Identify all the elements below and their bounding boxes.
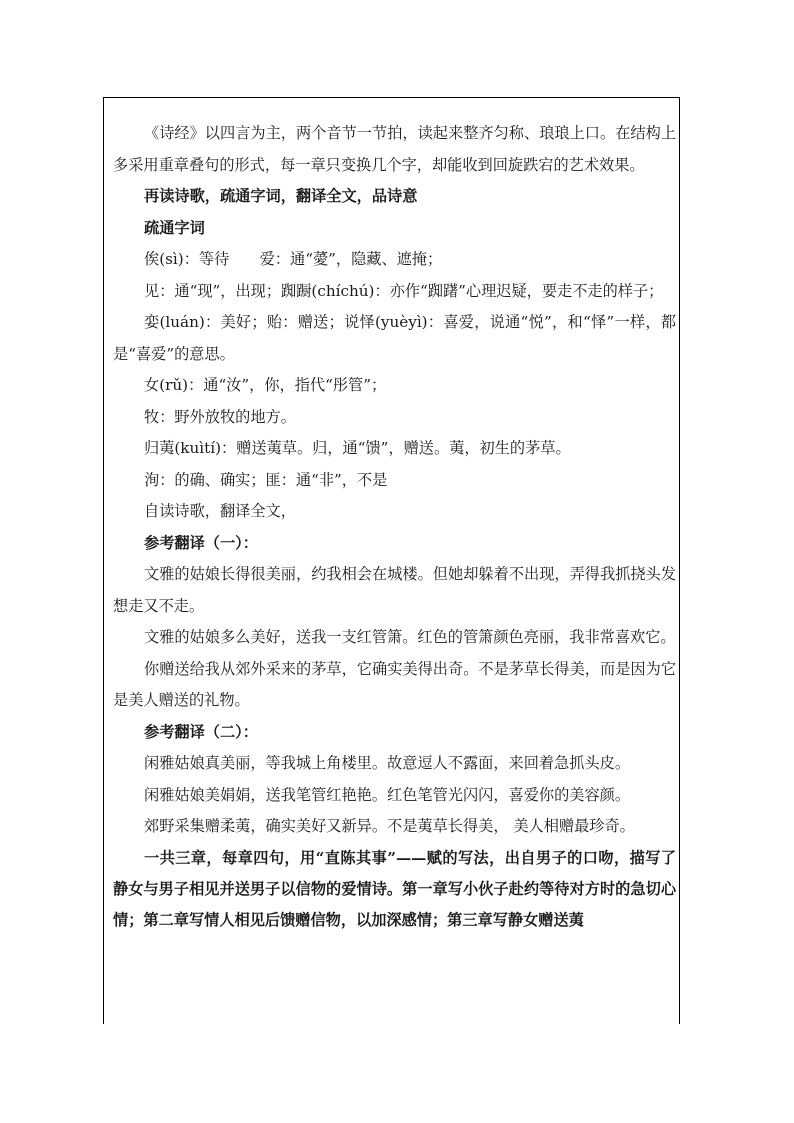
task-heading: 再读诗歌，疏通字词，翻译全文，品诗意 <box>144 187 418 205</box>
translation-1-stanza: 文雅的姑娘长得很美丽，约我相会在城楼。但她却躲着不出现，弄得我抓挠头发想走又不走。 <box>113 565 676 615</box>
intro-paragraph: 《诗经》以四言为主，两个音节一节拍，读起来整齐匀称、琅琅上口。在结构上多采用重章叠句的形式，每一章只变换几个字，却能收到回旋跌宕的艺术效果。 <box>113 124 676 174</box>
translation-2-stanza: 闲雅姑娘美娟娟，送我笔管红艳艳。红色笔管光闪闪，喜爱你的美容颜。 <box>144 785 630 804</box>
vocab-item: 俟(sì)：等待 爱：通“薆”，隐藏、遮掩； <box>144 250 443 268</box>
document-body <box>113 118 676 936</box>
vocab-item: 归荑(kuìtí)：赠送荑草。归，通“馈”，赠送。荑，初生的茅草。 <box>144 439 571 457</box>
summary-paragraph: 一共三章，每章四句，用“直陈其事”——赋的写法，出自男子的口吻，描写了静女与男子相见并送男子以信物的爱情诗。第一章写小伙子赴约等待对方时的急切心情；第二章写情人相见后馈赠信物，以加深感情；第三章写静女赠送荑 <box>113 848 676 929</box>
translation-1-stanza: 文雅的姑娘多么美好，送我一支红管箫。红色的管箫颜色亮丽，我非常喜欢它。 <box>144 628 676 646</box>
translation-2-stanza: 闲雅姑娘真美丽，等我城上角楼里。故意逗人不露面，来回着急抓头皮。 <box>144 754 630 772</box>
translation-1-stanza: 你赠送给我从郊外采来的茅草，它确实美得出奇。不是茅草长得美，而是因为它是美人赠送的礼物。 <box>113 659 676 709</box>
vocab-heading: 疏通字词 <box>144 218 205 237</box>
translation-2-stanza: 郊野采集赠柔荑，确实美好又新异。不是荑草长得美， 美人相赠最珍奇。 <box>144 817 635 835</box>
vocab-item: 女(rǔ)：通“汝”，你，指代“彤管”； <box>144 376 387 394</box>
translation-2-heading: 参考翻译（二）： <box>144 722 258 741</box>
vocab-item: 洵：的确、确实；匪：通“非”，不是 <box>144 470 388 489</box>
document-table-cell <box>103 97 680 1024</box>
translation-1-heading: 参考翻译（一）： <box>144 533 258 552</box>
vocab-item: 见：通“现”，出现；踟蹰(chíchú)：亦作“踟躇”心理迟疑，要走不走的样子； <box>144 281 664 300</box>
self-read-instruction: 自读诗歌，翻译全文， <box>144 502 296 520</box>
vocab-item: 牧：野外放牧的地方。 <box>144 407 296 426</box>
vocab-item: 娈(luán)：美好；贻：赠送；说怿(yuèyì)：喜爱，说通“悦”，和“怿”一样，都是“喜爱”的意思。 <box>113 313 676 363</box>
